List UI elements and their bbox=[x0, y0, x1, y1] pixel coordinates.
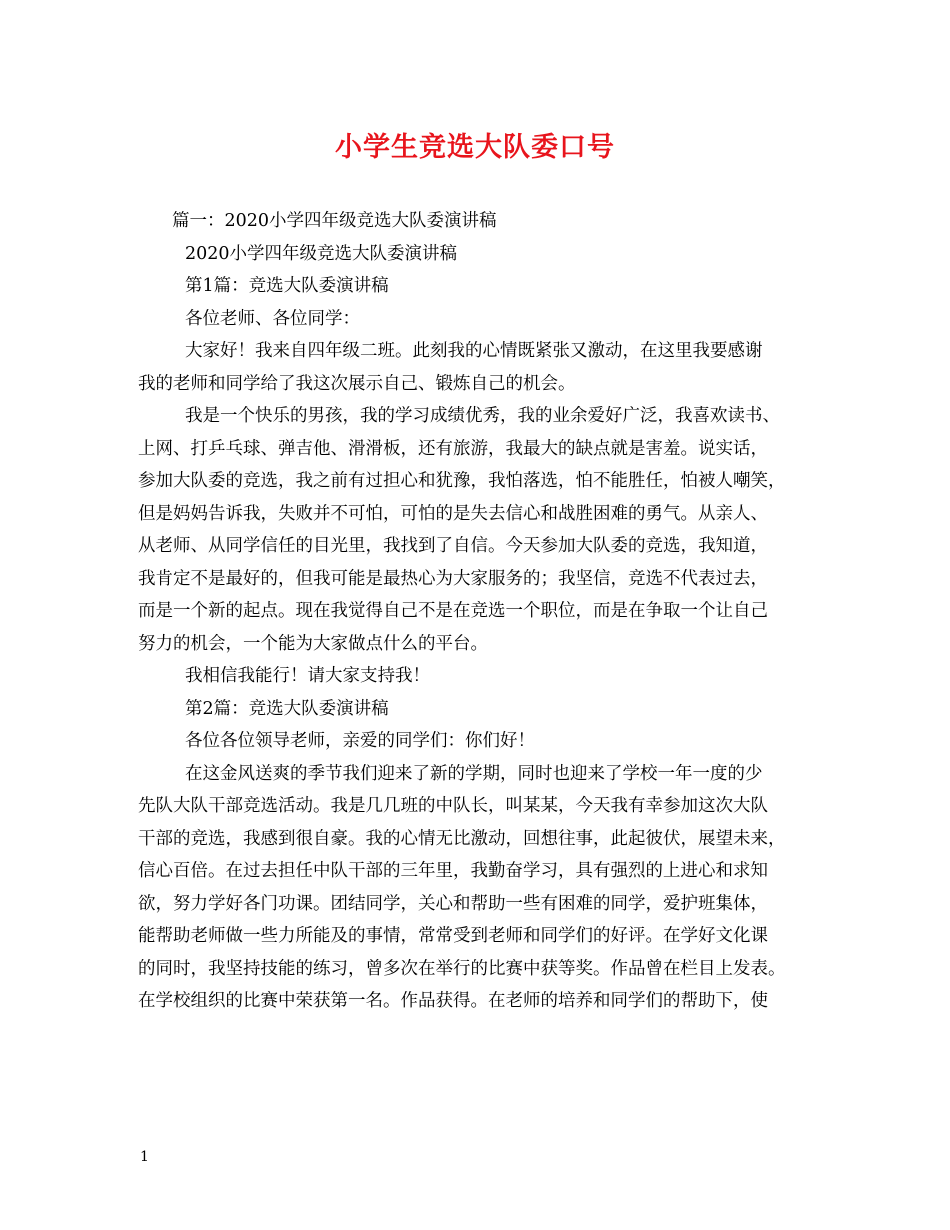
body-line: 大家好！我来自四年级二班。此刻我的心情既紧张又激动，在这里我要感谢 bbox=[185, 341, 763, 361]
body-line: 先队大队干部竞选活动。我是几几班的中队长，叫某某，今天我有幸参加这次大队 bbox=[138, 796, 768, 816]
body-line: 篇一：2020小学四年级竞选大队委演讲稿 bbox=[172, 211, 497, 231]
body-line: 在这金风送爽的季节我们迎来了新的学期，同时也迎来了学校一年一度的少 bbox=[185, 763, 763, 784]
body-line: 的同时，我坚持技能的练习，曾多次在举行的比赛中获等奖。作品曾在栏目上发表。 bbox=[138, 958, 786, 979]
body-line: 我的老师和同学给了我这次展示自己、锻炼自己的机会。 bbox=[138, 373, 576, 394]
body-line: 欲，努力学好各门功课。团结同学，关心和帮助一些有困难的同学，爱护班集体， bbox=[138, 893, 768, 914]
body-line: 2020小学四年级竞选大队委演讲稿 bbox=[185, 243, 458, 264]
body-line: 从老师、从同学信任的目光里，我找到了自信。今天参加大队委的竞选，我知道， bbox=[138, 536, 768, 556]
body-line: 我是一个快乐的男孩，我的学习成绩优秀，我的业余爱好广泛，我喜欢读书、 bbox=[185, 406, 780, 426]
body-line: 第2篇：竞选大队委演讲稿 bbox=[185, 698, 389, 719]
document-body bbox=[138, 205, 828, 1018]
body-line: 各位老师、各位同学： bbox=[185, 308, 360, 329]
page-number: 1 bbox=[140, 1149, 149, 1165]
body-line: 参加大队委的竞选，我之前有过担心和犹豫，我怕落选，怕不能胜任，怕被人嘲笑， bbox=[138, 471, 786, 491]
body-line: 第1篇：竞选大队委演讲稿 bbox=[185, 276, 389, 296]
body-line: 能帮助老师做一些力所能及的事情，常常受到老师和同学们的好评。在学好文化课 bbox=[138, 926, 768, 946]
body-line: 干部的竞选，我感到很自豪。我的心情无比激动，回想往事，此起彼伏，展望未来， bbox=[138, 828, 786, 849]
body-line: 我相信我能行！请大家支持我！ bbox=[185, 666, 430, 686]
body-line: 在学校组织的比赛中荣获第一名。作品获得。在老师的培养和同学们的帮助下，使 bbox=[138, 991, 768, 1011]
body-line: 我肯定不是最好的，但我可能是最热心为大家服务的；我坚信，竞选不代表过去， bbox=[138, 568, 768, 589]
body-line: 各位各位领导老师，亲爱的同学们：你们好！ bbox=[185, 731, 535, 751]
body-line: 上网、打乒乓球、弹吉他、滑滑板，还有旅游，我最大的缺点就是害羞。说实话， bbox=[138, 438, 768, 459]
body-line: 但是妈妈告诉我，失败并不可怕，可怕的是失去信心和战胜困难的勇气。从亲人、 bbox=[138, 503, 768, 524]
body-line: 信心百倍。在过去担任中队干部的三年里，我勤奋学习，具有强烈的上进心和求知 bbox=[138, 861, 768, 881]
document-title: 小学生竞选大队委口号 bbox=[335, 132, 615, 163]
body-line: 努力的机会，一个能为大家做点什么的平台。 bbox=[138, 633, 488, 654]
body-line: 而是一个新的起点。现在我觉得自己不是在竞选一个职位，而是在争取一个让自己 bbox=[138, 601, 768, 621]
